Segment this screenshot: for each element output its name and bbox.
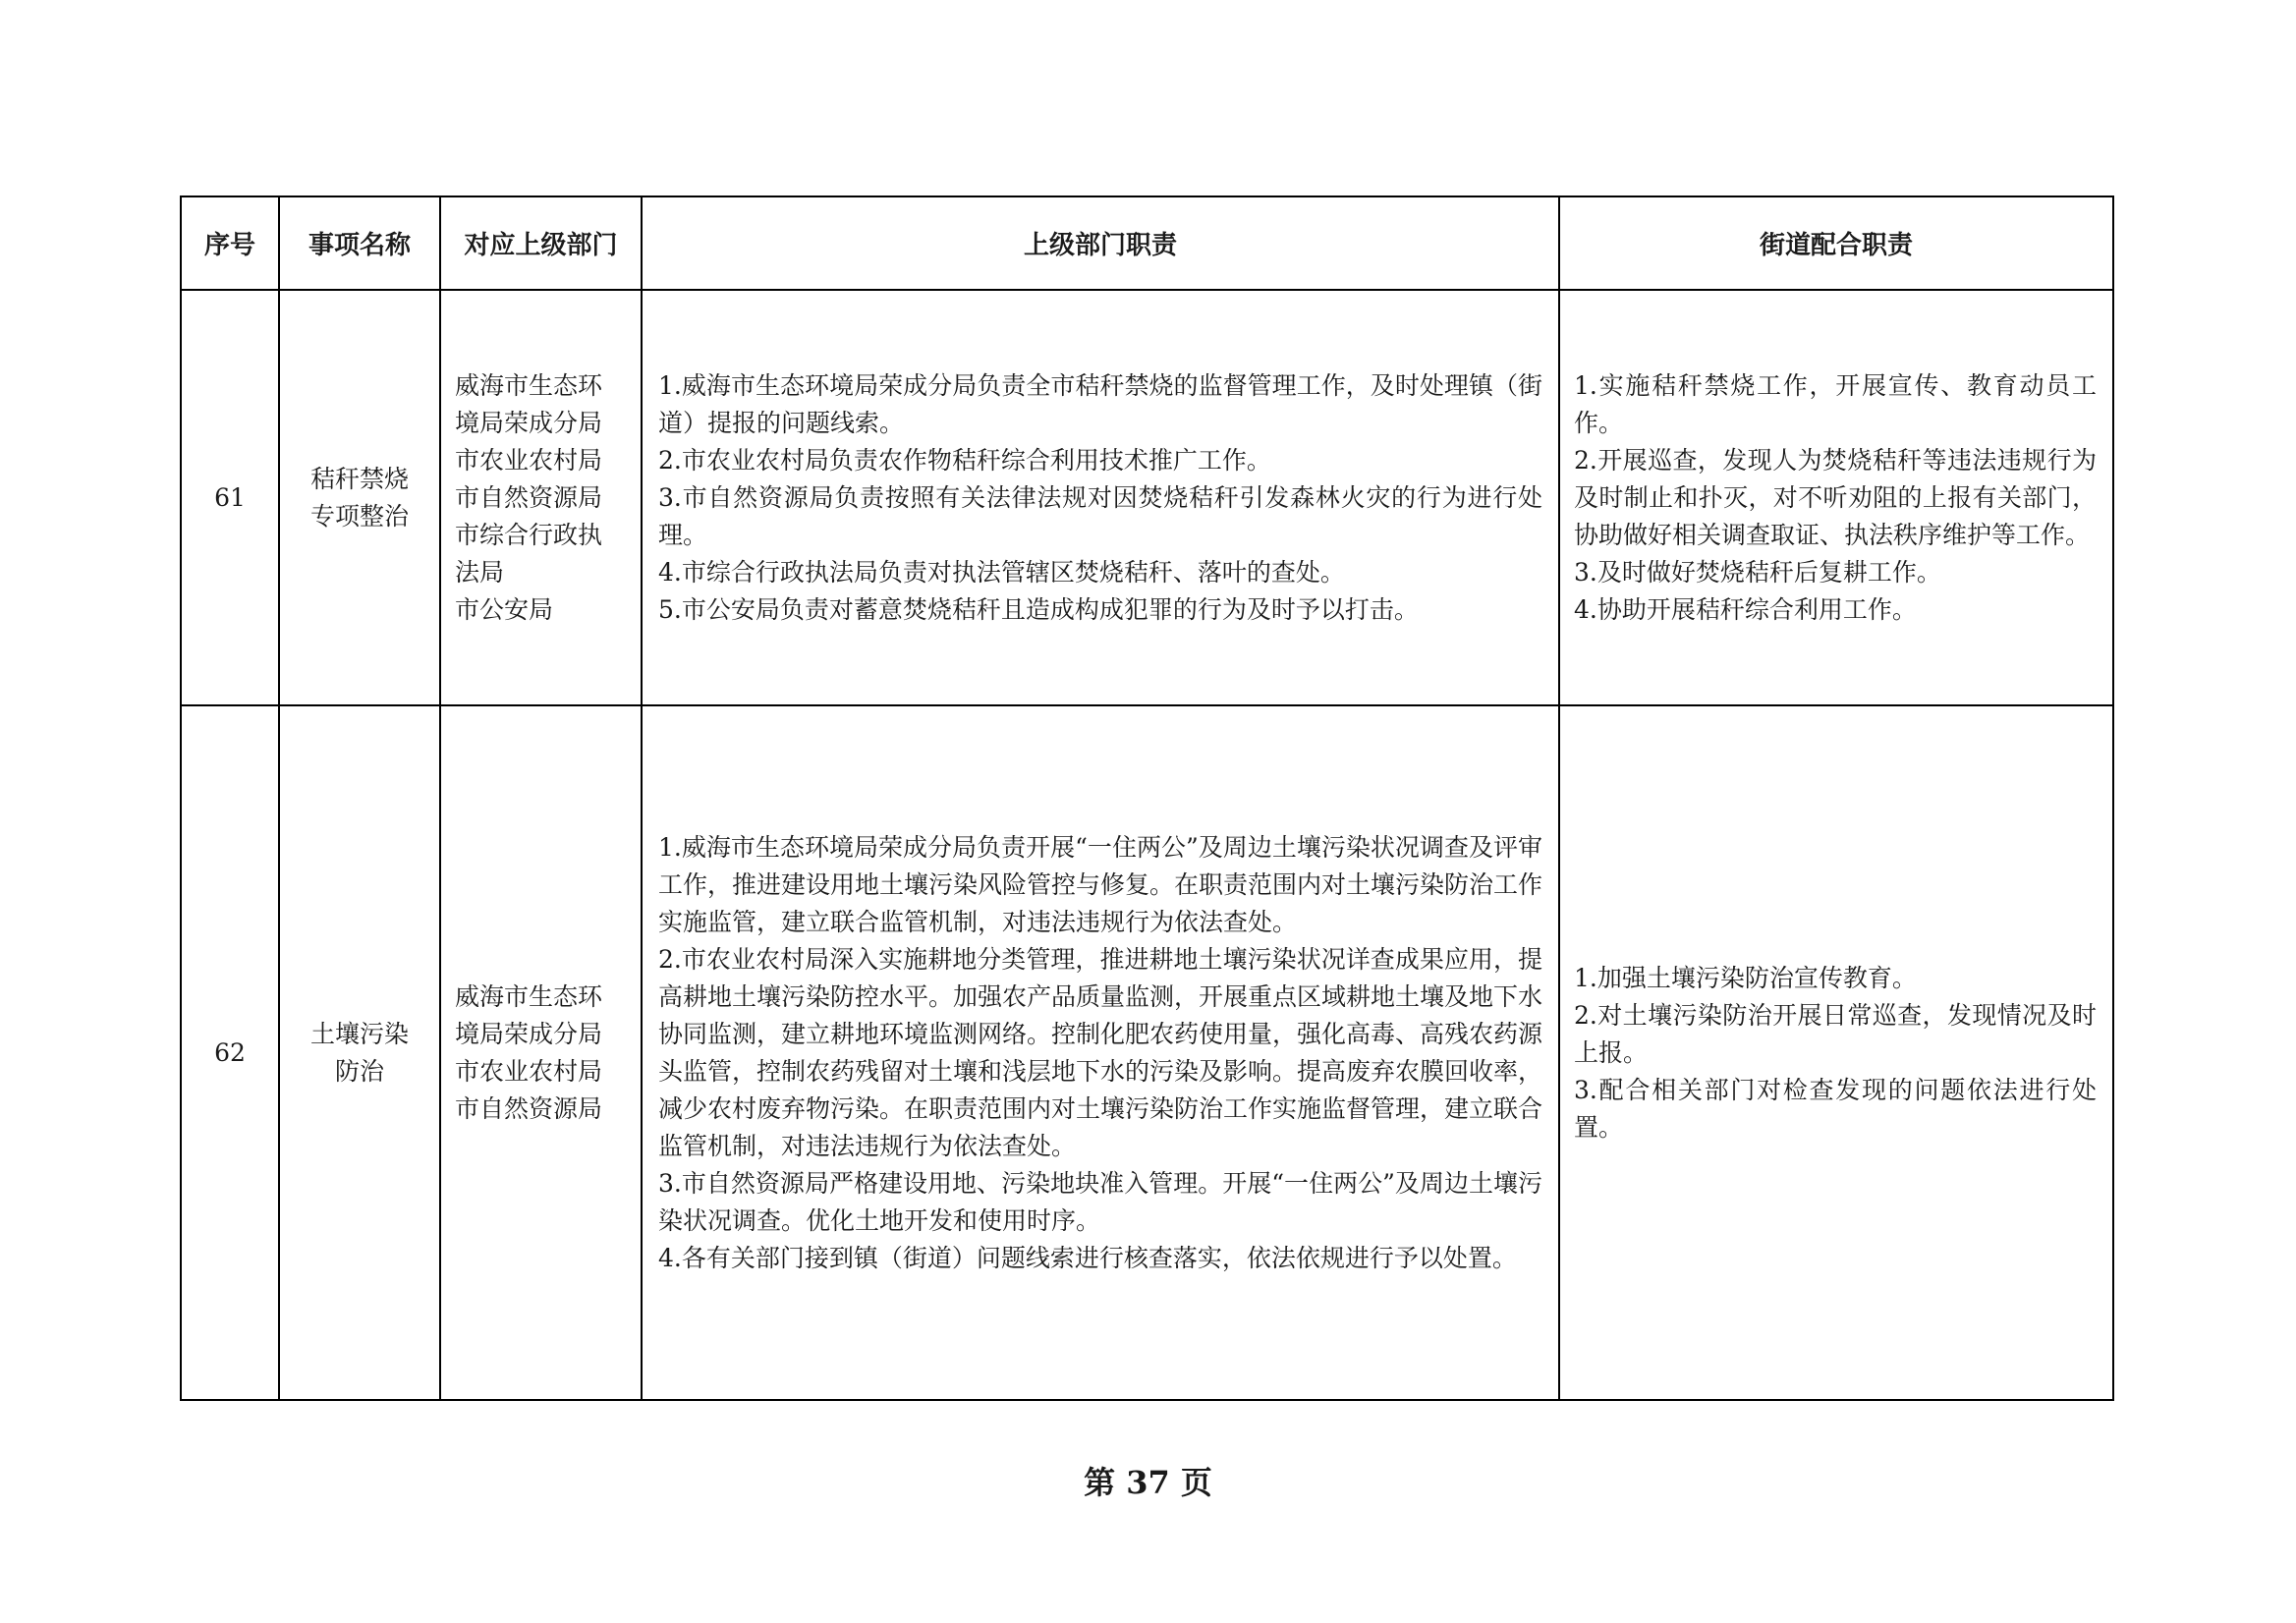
duty-paragraph: 3.市自然资源局负责按照有关法律法规对因焚烧秸秆引发森林火灾的行为进行处理。 [658, 482, 1542, 549]
coop-paragraph: 3.及时做好焚烧秸秆后复耕工作。 [1574, 557, 1941, 587]
header-name: 事项名称 [279, 196, 440, 290]
department-line: 市综合行政执 [455, 520, 603, 549]
upper-duties [642, 290, 1559, 705]
coop-paragraph: 1.加强土壤污染防治宣传教育。 [1574, 963, 1917, 992]
header-dept: 对应上级部门 [440, 196, 642, 290]
duty-table [180, 196, 2114, 1401]
department-line: 威海市生态环 [455, 370, 603, 400]
item-name-line: 秸秆禁烧 [309, 464, 409, 493]
header-row [181, 196, 2113, 290]
duty-paragraph: 2.市农业农村局负责农作物秸秆综合利用技术推广工作。 [658, 445, 1271, 475]
header-no: 序号 [181, 196, 279, 290]
table-row [181, 705, 2113, 1400]
coop-paragraph: 4.协助开展秸秆综合利用工作。 [1574, 594, 1917, 624]
upper-departments [440, 290, 642, 705]
item-name [279, 290, 440, 705]
coop-paragraph: 3.配合相关部门对检查发现的问题依法进行处置。 [1574, 1075, 2097, 1142]
duty-paragraph: 4.市综合行政执法局负责对执法管辖区焚烧秸秆、落叶的查处。 [658, 557, 1345, 587]
street-duties [1559, 290, 2113, 705]
street-duties [1559, 705, 2113, 1400]
row-number: 61 [181, 290, 279, 705]
header-duty: 上级部门职责 [642, 196, 1559, 290]
department-line: 市农业农村局 [455, 1056, 603, 1086]
table-row [181, 290, 2113, 705]
department-line: 法局 [455, 557, 505, 587]
duty-paragraph: 4.各有关部门接到镇（街道）问题线索进行核查落实，依法依规进行予以处置。 [658, 1243, 1517, 1272]
coop-paragraph: 1.实施秸秆禁烧工作，开展宣传、教育动员工作。 [1574, 370, 2097, 437]
duty-paragraph: 5.市公安局负责对蓄意焚烧秸秆且造成构成犯罪的行为及时予以打击。 [658, 594, 1419, 624]
duty-paragraph: 1.威海市生态环境局荣成分局负责全市秸秆禁烧的监督管理工作，及时处理镇（街道）提报的问题线索。 [658, 370, 1542, 437]
header-coop: 街道配合职责 [1559, 196, 2113, 290]
department-line: 市公安局 [455, 594, 554, 624]
department-line: 市自然资源局 [455, 1093, 603, 1123]
row-number: 62 [181, 705, 279, 1400]
department-line: 境局荣成分局 [455, 408, 603, 437]
department-line: 市农业农村局 [455, 445, 603, 475]
department-line: 境局荣成分局 [455, 1019, 603, 1048]
department-line: 市自然资源局 [455, 482, 603, 512]
department-line: 威海市生态环 [455, 981, 603, 1011]
duty-paragraph: 2.市农业农村局深入实施耕地分类管理，推进耕地土壤污染状况详查成果应用，提高耕地土壤污染防控水平。加强农产品质量监测，开展重点区域耕地土壤及地下水协同监测，建立耕地环境监测网络。控制化肥农药使用量，强化高毒、高残农药源头监管，控制农药残留对土壤和浅层地下水的污染及影响。提高废弃农膜回收率，减少农村废弃物污染。在职责范围内对土壤污染防治工作实施监督管理，建立联合监管机制，对违法违规行为依法查处。 [658, 944, 1543, 1160]
page-number: 第 37 页 [1084, 1464, 1212, 1501]
duty-paragraph: 1.威海市生态环境局荣成分局负责开展“一住两公”及周边土壤污染状况调查及评审工作，推进建设用地土壤污染风险管控与修复。在职责范围内对土壤污染防治工作实施监管，建立联合监管机制，对违法违规行为依法查处。 [658, 832, 1543, 936]
upper-duties [642, 705, 1559, 1400]
duty-paragraph: 3.市自然资源局严格建设用地、污染地块准入管理。开展“一住两公”及周边土壤污染状况调查。优化土地开发和使用时序。 [658, 1168, 1542, 1235]
coop-paragraph: 2.开展巡查，发现人为焚烧秸秆等违法违规行为及时制止和扑灭，对不听劝阻的上报有关部门，协助做好相关调查取证、执法秩序维护等工作。 [1574, 445, 2097, 549]
item-name [279, 705, 440, 1400]
item-name-line: 专项整治 [309, 501, 409, 531]
item-name-line: 防治 [334, 1056, 384, 1086]
item-name-line: 土壤污染 [309, 1019, 409, 1048]
coop-paragraph: 2.对土壤污染防治开展日常巡查，发现情况及时上报。 [1574, 1000, 2097, 1067]
upper-departments [440, 705, 642, 1400]
